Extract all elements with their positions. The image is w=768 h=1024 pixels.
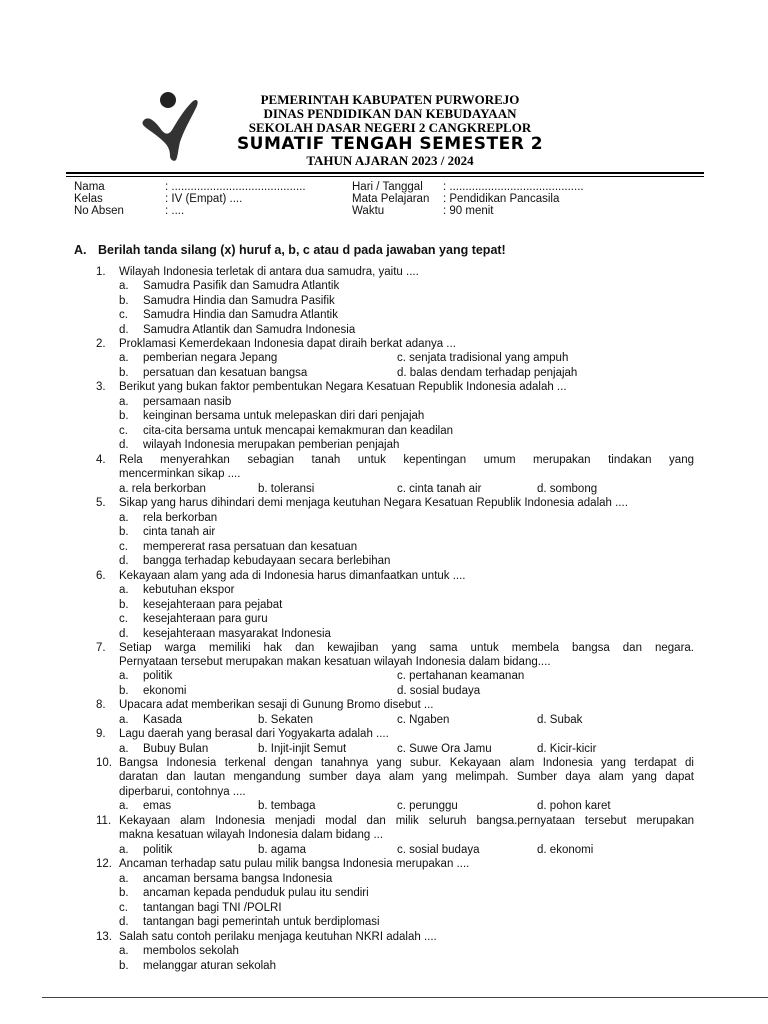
answer-option: c. cinta tanah air [397, 483, 482, 495]
answer-option: d. kesejahteraan masyarakat Indonesia [119, 628, 331, 640]
header-divider-thin [66, 176, 704, 177]
answer-option: b. tembaga [258, 800, 316, 812]
page-bottom-line [42, 997, 768, 998]
answer-option: b. persatuan dan kesatuan bangsa [119, 367, 308, 379]
answer-option: c. perunggu [397, 800, 458, 812]
question-text: Wilayah Indonesia terletak di antara dua samudra, yaitu .... [119, 266, 419, 278]
answer-option: c. sosial budaya [397, 844, 480, 856]
duration-label: Waktu [352, 205, 385, 217]
answer-option: b. agama [258, 844, 306, 856]
answer-option: d. ekonomi [537, 844, 594, 856]
answer-option: a. ancaman bersama bangsa Indonesia [119, 873, 333, 885]
question-text-continued: mencerminkan sikap .... [119, 468, 241, 480]
answer-option: d. bangga terhadap kebudayaan secara berlebihan [119, 555, 391, 567]
question-number: 4. [96, 454, 106, 466]
answer-option: a. membolos sekolah [119, 945, 239, 957]
question-text: Kekayaan alam yang ada di Indonesia harus dimanfaatkan untuk .... [119, 570, 466, 582]
question-text: Rela menyerahkan sebagian tanah untuk kepentingan umum merupakan tindakan yang [119, 454, 694, 466]
subject-label: Mata Pelajaran [352, 193, 430, 205]
answer-option: b. Injit-injit Semut [258, 743, 347, 755]
answer-option: c. mempererat rasa persatuan dan kesatuan [119, 541, 358, 553]
answer-option: b. kesejahteraan para pejabat [119, 599, 283, 611]
answer-option: a. rela berkorban [119, 483, 206, 495]
question-text: Sikap yang harus dihindari demi menjaga keutuhan Negara Kesatuan Republik Indonesia adalah .... [119, 497, 628, 509]
answer-option: a. Kasada [119, 714, 183, 726]
answer-option: a. Bubuy Bulan [119, 743, 209, 755]
answer-option: b. ekonomi [119, 685, 187, 697]
question-number: 12. [96, 858, 112, 870]
answer-option: d. Kicir-kicir [537, 743, 597, 755]
answer-option: c. Samudra Hindia dan Samudra Atlantik [119, 309, 338, 321]
header-divider [66, 172, 704, 174]
section-letter: A. [74, 243, 87, 257]
date-label: Hari / Tanggal [352, 181, 423, 193]
question-number: 5. [96, 497, 106, 509]
answer-option: c. senjata tradisional yang ampuh [397, 352, 569, 364]
answer-option: d. sombong [537, 483, 598, 495]
question-text-continued: Pernyataan tersebut merupakan makan kesatuan wilayah Indonesia dalam bidang.... [119, 656, 551, 668]
section-a-instruction [74, 243, 506, 257]
question-number: 11. [96, 815, 112, 827]
answer-option: b. Sekaten [258, 714, 313, 726]
question-text: Berikut yang bukan faktor pembentukan Negara Kesatuan Republik Indonesia adalah ... [119, 381, 567, 393]
answer-option: a. kebutuhan ekspor [119, 584, 235, 596]
question-text-continued: daratan dan lautan mengandung sumber daya alam yang melimpah. Sumber daya alam yang dapat [119, 771, 694, 783]
section-text: Berilah tanda silang (x) huruf a, b, c atau d pada jawaban yang tepat! [98, 243, 506, 257]
date-field: : .......................................... [443, 181, 584, 193]
answer-option: b. ancaman kepada penduduk pulau itu sendiri [119, 887, 369, 899]
answer-option: d. wilayah Indonesia merupakan pemberian penjajah [119, 439, 400, 451]
answer-option: d. sosial budaya [397, 685, 481, 697]
answer-option: c. pertahanan keamanan [397, 670, 525, 682]
absence-number-field: : .... [165, 205, 185, 217]
academic-year: TAHUN AJARAN 2023 / 2024 [306, 153, 474, 168]
name-label: Nama [74, 181, 105, 193]
answer-option: c. tantangan bagi TNI /POLRI [119, 902, 282, 914]
answer-option: d. pohon karet [537, 800, 611, 812]
exam-title: SUMATIF TENGAH SEMESTER 2 [236, 134, 544, 154]
question-number: 10. [96, 757, 112, 769]
answer-option: c. kesejahteraan para guru [119, 613, 268, 625]
question-text: Lagu daerah yang berasal dari Yogyakarta adalah .... [119, 728, 389, 740]
answer-option: b. Samudra Hindia dan Samudra Pasifik [119, 295, 335, 307]
answer-option: b. keinginan bersama untuk melepaskan diri dari penjajah [119, 410, 425, 422]
answer-option: d. Samudra Atlantik dan Samudra Indonesia [119, 324, 356, 336]
answer-option: d. tantangan bagi pemerintah untuk berdiplomasi [119, 916, 380, 928]
question-text: Salah satu contoh perilaku menjaga keutuhan NKRI adalah .... [119, 931, 437, 943]
question-text: Kekayaan alam Indonesia menjadi modal dan milik seluruh bangsa.pernyataan tersebut merupakan [119, 815, 694, 827]
question-number: 8. [96, 699, 106, 711]
name-field: : .......................................... [165, 181, 306, 193]
question-text-continued: diperbarui, contohnya .... [119, 786, 246, 798]
question-text: Bangsa Indonesia terkenal dengan tanahnya yang subur. Kekayaan alam Indonesia yang terdapat di [119, 757, 694, 769]
question-text: Setiap warga memiliki hak dan kewajiban yang sama untuk membela bangsa dan negara. [119, 642, 694, 654]
question-number: 6. [96, 570, 106, 582]
class-label: Kelas [74, 193, 103, 205]
class-field: : IV (Empat) .... [165, 193, 243, 205]
answer-option: c. Ngaben [397, 714, 450, 726]
answer-option: b. melanggar aturan sekolah [119, 960, 276, 972]
duration-field: : 90 menit [443, 205, 494, 217]
department-heading: DINAS PENDIDIKAN DAN KEBUDAYAAN [263, 106, 517, 121]
absence-number-label: No Absen [74, 205, 124, 217]
school-heading: SEKOLAH DASAR NEGERI 2 CANGKREPLOR [248, 120, 532, 135]
subject-field: : Pendidikan Pancasila [443, 193, 560, 205]
question-number: 1. [96, 266, 106, 278]
answer-option: a. rela berkorban [119, 512, 218, 524]
question-text: Proklamasi Kemerdekaan Indonesia dapat diraih berkat adanya ... [119, 338, 456, 350]
government-heading: PEMERINTAH KABUPATEN PURWOREJO [260, 92, 520, 107]
question-text: Upacara adat memberikan sesaji di Gunung Bromo disebut ... [119, 699, 434, 711]
question-text: Ancaman terhadap satu pulau milik bangsa Indonesia merupakan .... [119, 858, 470, 870]
answer-option: a. politik [119, 670, 173, 682]
question-number: 3. [96, 381, 106, 393]
answer-option: b. toleransi [258, 483, 315, 495]
question-number: 9. [96, 728, 106, 740]
school-logo-icon [138, 90, 200, 162]
answer-option: d. Subak [537, 714, 583, 726]
question-number: 13. [96, 931, 112, 943]
answer-option: a. pemberian negara Jepang [119, 352, 278, 364]
question-number: 2. [96, 338, 106, 350]
question-text-continued: makna kesatuan wilayah Indonesia dalam bidang ... [119, 829, 384, 841]
answer-option: a. emas [119, 800, 172, 812]
answer-option: a. Samudra Pasifik dan Samudra Atlantik [119, 280, 340, 292]
answer-option: c. Suwe Ora Jamu [397, 743, 492, 755]
answer-option: a. persamaan nasib [119, 396, 232, 408]
answer-option: a. politik [119, 844, 173, 856]
answer-option: c. cita-cita bersama untuk mencapai kemakmuran dan keadilan [119, 425, 454, 437]
answer-option: d. balas dendam terhadap penjajah [397, 367, 578, 379]
question-number: 7. [96, 642, 106, 654]
answer-option: b. cinta tanah air [119, 526, 216, 538]
